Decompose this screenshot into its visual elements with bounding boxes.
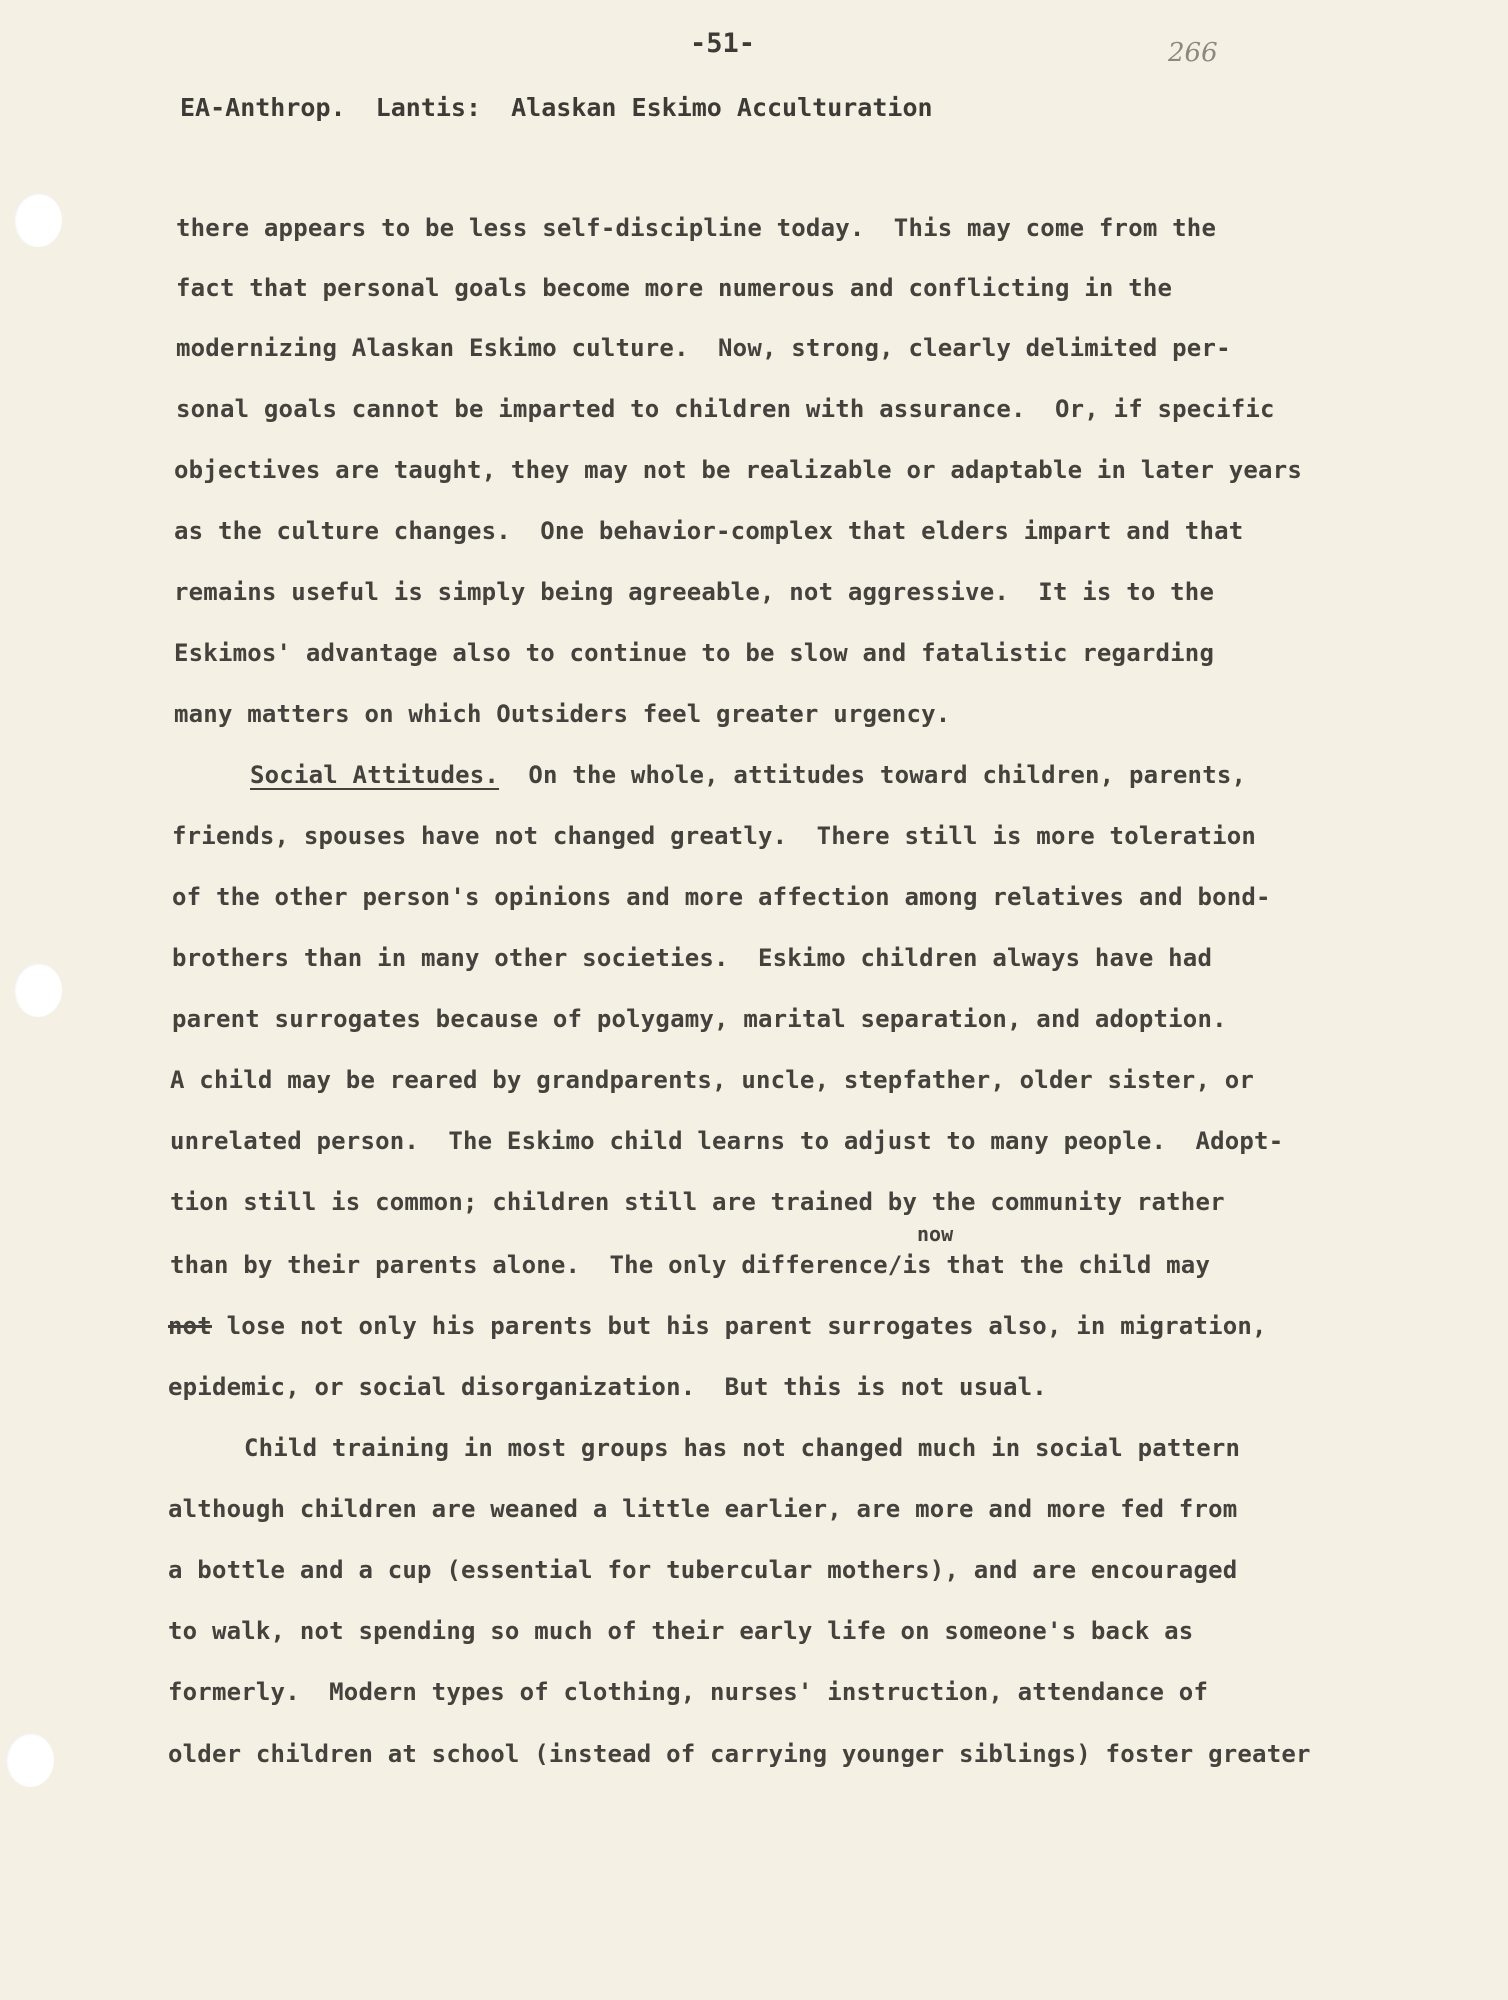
text-line: formerly. Modern types of clothing, nurses' instruction, attendance of bbox=[168, 1678, 1209, 1706]
running-header: EA-Anthrop. Lantis: Alaskan Eskimo Acculturation bbox=[180, 93, 933, 122]
punch-hole-middle bbox=[14, 963, 62, 1017]
section-heading: Social Attitudes. bbox=[250, 761, 500, 789]
page-number: -51- bbox=[690, 28, 756, 59]
text-line: a bottle and a cup (essential for tubercular mothers), and are encouraged bbox=[168, 1556, 1238, 1584]
text-span: On the whole, attitudes toward children, parents, bbox=[499, 761, 1247, 789]
archive-number: 266 bbox=[1168, 38, 1218, 68]
text-line bbox=[170, 1251, 1210, 1279]
text-line: Child training in most groups has not changed much in social pattern bbox=[244, 1434, 1241, 1462]
text-line: remains useful is simply being agreeable, not aggressive. It is to the bbox=[174, 578, 1215, 606]
text-line: unrelated person. The Eskimo child learns to adjust to many people. Adopt- bbox=[170, 1127, 1284, 1155]
text-line: sonal goals cannot be imparted to children with assurance. Or, if specific bbox=[176, 395, 1275, 423]
handwritten-insertion: now bbox=[917, 1222, 954, 1246]
text-line: objectives are taught, they may not be realizable or adaptable in later years bbox=[174, 456, 1302, 484]
punch-hole-top bbox=[14, 193, 62, 247]
text-line: brothers than in many other societies. Eskimo children always have had bbox=[172, 944, 1213, 972]
text-line: parent surrogates because of polygamy, marital separation, and adoption. bbox=[172, 1005, 1227, 1033]
text-line: many matters on which Outsiders feel greater urgency. bbox=[174, 700, 951, 728]
text-line: fact that personal goals become more numerous and conflicting in the bbox=[176, 274, 1173, 302]
text-line: tion still is common; children still are trained by the community rather bbox=[170, 1188, 1225, 1216]
text-line: of the other person's opinions and more affection among relatives and bond- bbox=[172, 883, 1271, 911]
text-span: than by their parents alone. The only difference/ bbox=[170, 1251, 903, 1279]
text-span: is that the child may bbox=[902, 1251, 1211, 1279]
struck-word: not bbox=[168, 1312, 212, 1340]
text-line: modernizing Alaskan Eskimo culture. Now, strong, clearly delimited per- bbox=[176, 334, 1231, 362]
text-line: as the culture changes. One behavior-complex that elders impart and that bbox=[174, 517, 1244, 545]
text-line: Eskimos' advantage also to continue to be slow and fatalistic regarding bbox=[174, 639, 1215, 667]
text-line: friends, spouses have not changed greatly. There still is more toleration bbox=[172, 822, 1257, 850]
text-line: there appears to be less self-discipline today. This may come from the bbox=[176, 214, 1217, 242]
punch-hole-bottom bbox=[6, 1733, 54, 1787]
text-line: epidemic, or social disorganization. But this is not usual. bbox=[168, 1373, 1047, 1401]
text-line bbox=[250, 761, 1246, 789]
text-line bbox=[168, 1312, 1267, 1340]
text-span: lose not only his parents but his parent surrogates also, in migration, bbox=[211, 1312, 1267, 1340]
text-line: A child may be reared by grandparents, uncle, stepfather, older sister, or bbox=[170, 1066, 1255, 1094]
text-line: older children at school (instead of carrying younger siblings) foster greater bbox=[168, 1740, 1311, 1768]
text-line: to walk, not spending so much of their early life on someone's back as bbox=[168, 1617, 1194, 1645]
text-line: although children are weaned a little earlier, are more and more fed from bbox=[168, 1495, 1238, 1523]
